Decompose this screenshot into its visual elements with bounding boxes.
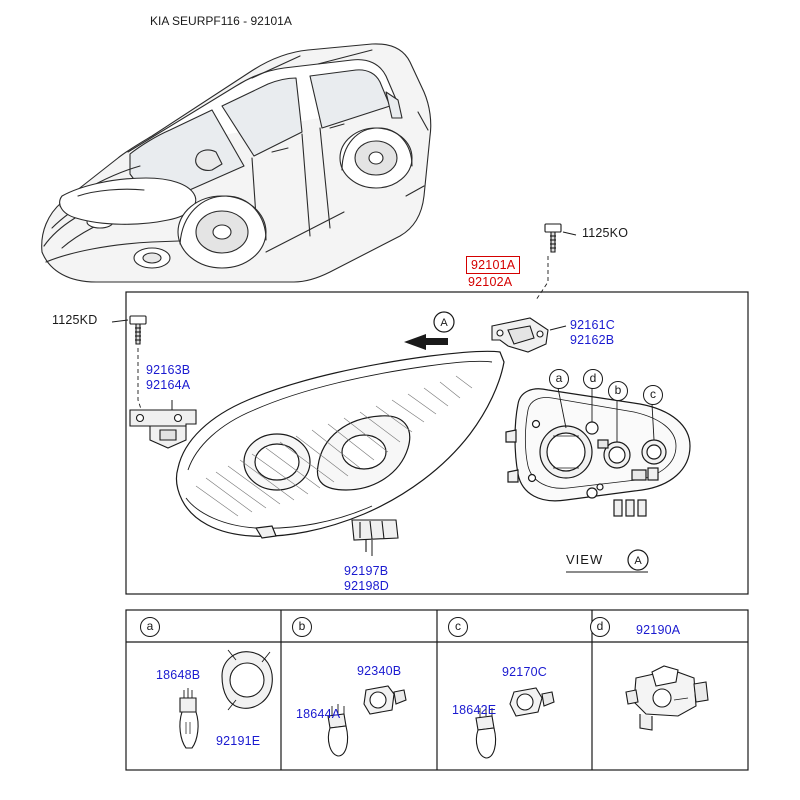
- legend-label-18644a: 18644A: [296, 707, 341, 721]
- callout-92198d: 92198D: [344, 579, 389, 593]
- callout-1125ko: 1125KO: [582, 226, 629, 240]
- legend-letter-c: c: [448, 617, 468, 637]
- legend-letter-b: b: [292, 617, 312, 637]
- legend-label-92191e: 92191E: [216, 734, 261, 748]
- legend-letter-a: a: [140, 617, 160, 637]
- view-label: VIEW: [566, 552, 604, 567]
- legend-label-92340b: 92340B: [357, 664, 402, 678]
- callout-92101a: 92101A: [466, 256, 520, 274]
- svg-text:A: A: [634, 555, 642, 567]
- marker-c: c: [643, 385, 663, 405]
- marker-d: d: [583, 369, 603, 389]
- legend-letter-d: d: [590, 617, 610, 637]
- marker-a: a: [549, 369, 569, 389]
- page-title: KIA SEURPF116 - 92101A: [150, 14, 292, 28]
- callout-92163b: 92163B: [146, 363, 191, 377]
- marker-b: b: [608, 381, 628, 401]
- callout-92162b: 92162B: [570, 333, 615, 347]
- legend-label-18648b: 18648B: [156, 668, 201, 682]
- callout-92164a: 92164A: [146, 378, 191, 392]
- legend-label-92190a: 92190A: [636, 623, 681, 637]
- callout-92197b: 92197B: [344, 564, 389, 578]
- legend-label-92170c: 92170C: [502, 665, 547, 679]
- legend-label-18642e: 18642E: [452, 703, 497, 717]
- callout-92102a: 92102A: [468, 275, 513, 289]
- svg-text:A: A: [440, 317, 448, 329]
- callout-1125kd: 1125KD: [52, 313, 98, 327]
- callout-92161c: 92161C: [570, 318, 615, 332]
